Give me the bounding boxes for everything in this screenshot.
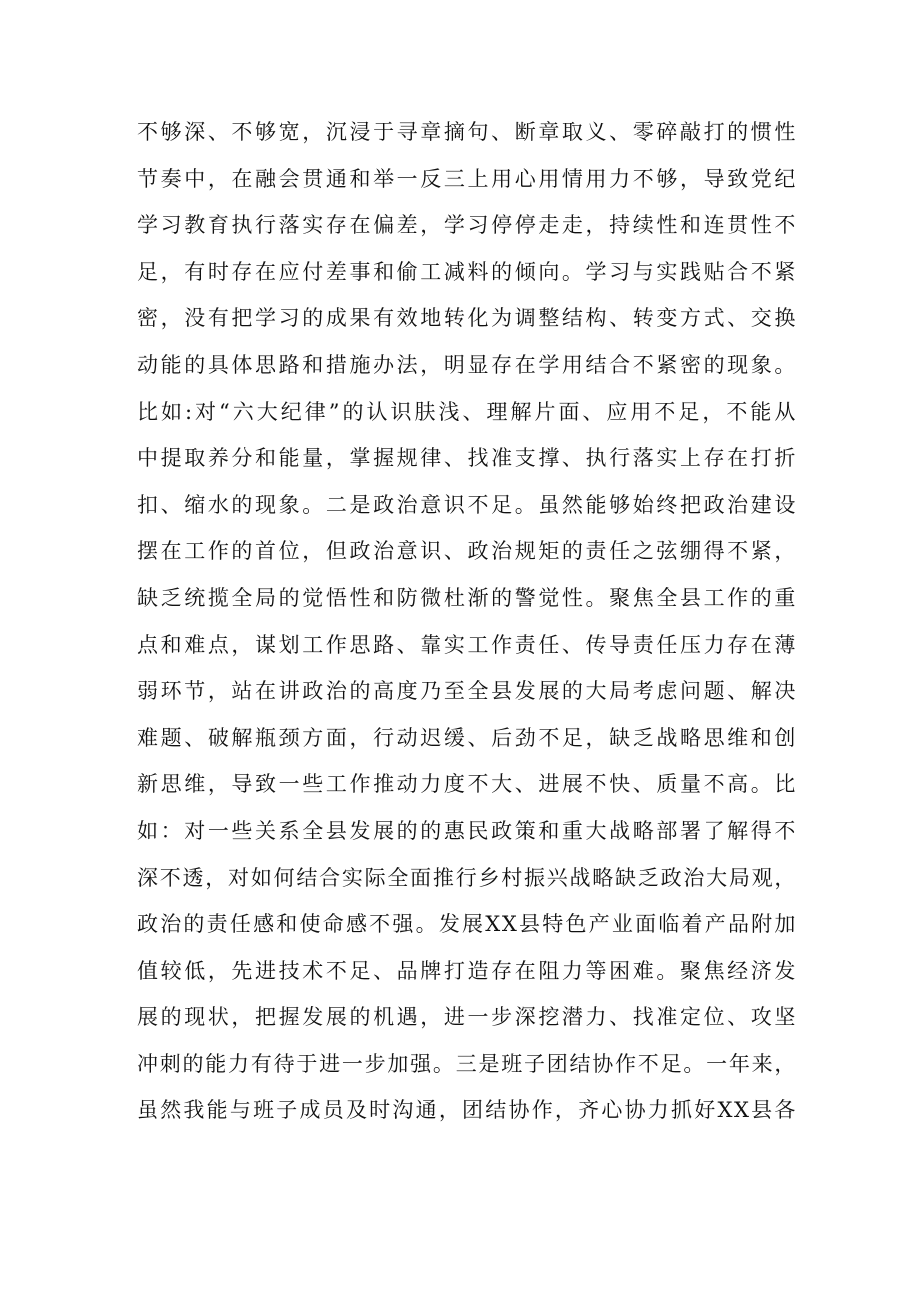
text-line: 弱环节，站在讲政治的高度乃至全县发展的大局考虑问题、解决 [137,679,797,704]
body-text [137,109,797,1134]
text-line: 难题、破解瓶颈方面，行动迟缓、后劲不足，缺乏战略思维和创 [137,725,797,750]
text-line: 不够深、不够宽，沉浸于寻章摘句、断章取义、零碎敲打的惯性 [137,120,797,144]
text-line: 虽然我能与班子成员及时沟通，团结协作，齐心协力抓好XX县各 [137,1098,797,1123]
text-line: 政治的责任感和使命感不强。发展XX县特色产业面临着产品附加 [137,912,797,937]
text-line: 中提取养分和能量，掌握规律、找准支撑、执行落实上存在打折 [137,446,797,471]
text-line: 密，没有把学习的成果有效地转化为调整结构、转变方式、交换 [137,306,797,331]
text-line: 扣、缩水的现象。二是政治意识不足。虽然能够始终把政治建设 [137,492,797,517]
text-line: 节奏中，在融会贯通和举一反三上用心用情用力不够，导致党纪 [137,166,797,191]
text-line: 缺乏统揽全局的觉悟性和防微杜渐的警觉性。聚焦全县工作的重 [137,585,797,610]
text-line: 深不透，对如何结合实际全面推行乡村振兴战略缺乏政治大局观， [137,865,797,890]
text-line: 动能的具体思路和措施办法，明显存在学用结合不紧密的现象。 [137,352,797,377]
text-line: 展的现状，把握发展的机遇，进一步深挖潜力、找准定位、攻坚 [137,1005,797,1030]
text-line: 点和难点，谋划工作思路、靠实工作责任、传导责任压力存在薄 [137,632,797,657]
text-line: 比如:对“六大纪律”的认识肤浅、理解片面、应用不足，不能从 [137,399,797,424]
text-line: 新思维，导致一些工作推动力度不大、进展不快、质量不高。比 [137,772,797,797]
text-line: 足，有时存在应付差事和偷工减料的倾向。学习与实践贴合不紧 [137,259,797,284]
text-line: 摆在工作的首位，但政治意识、政治规矩的责任之弦绷得不紧， [137,539,797,564]
text-line: 如：对一些关系全县发展的的惠民政策和重大战略部署了解得不 [137,818,797,843]
text-line: 值较低，先进技术不足、品牌打造存在阻力等困难。聚焦经济发 [137,958,797,983]
text-line: 冲刺的能力有待于进一步加强。三是班子团结协作不足。一年来， [137,1051,797,1076]
text-line: 学习教育执行落实存在偏差，学习停停走走，持续性和连贯性不 [137,213,797,238]
